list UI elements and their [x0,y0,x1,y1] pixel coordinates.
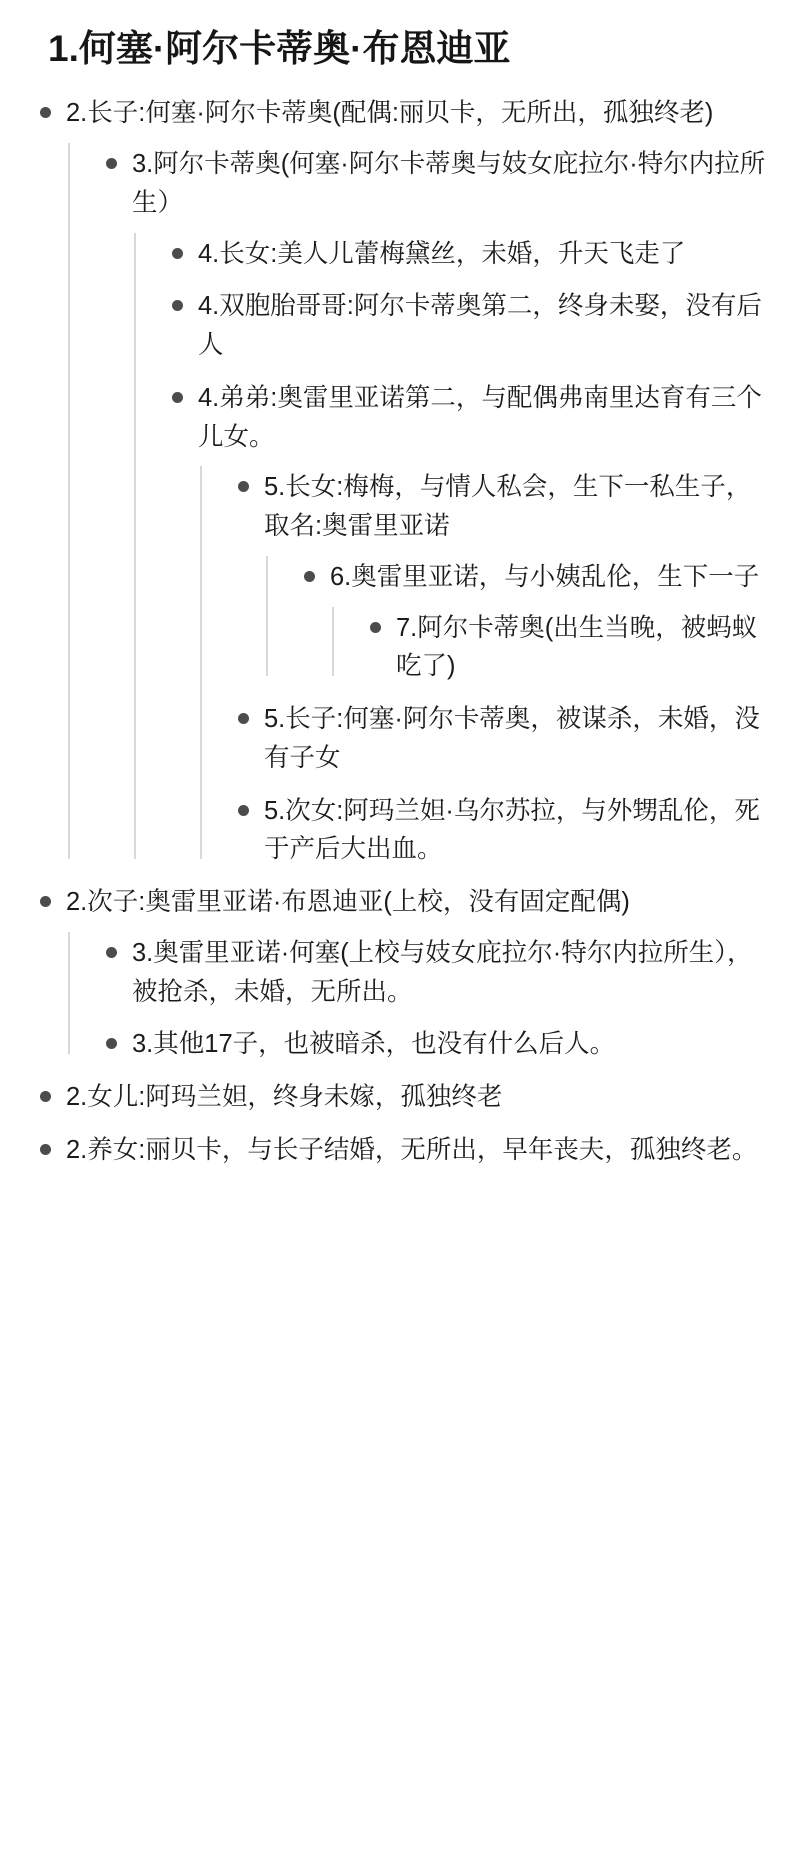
outline-item-label: 2.次子:奥雷里亚诺·布恩迪亚(上校，没有固定配偶) [66,888,630,916]
outline-children [66,934,774,1064]
outline-item [26,94,774,869]
outline-item-label: 7.阿尔卡蒂奥(出生当晚，被蚂蚁吃了) [396,613,758,681]
outline-item [92,934,774,1012]
outline-item [26,1131,774,1170]
outline-item-label: 5.长女:梅梅，与情人私会，生下一私生子，取名:奥雷里亚诺 [264,473,752,540]
outline-item-label: 4.双胞胎哥哥:阿尔卡蒂奥第二，终身未娶，没有后人 [198,292,762,359]
bullet-icon [238,805,249,816]
page-title: 1.何塞·阿尔卡蒂奥·布恩迪亚 [48,28,511,69]
bullet-icon [40,896,51,907]
bullet-icon [106,158,117,169]
outline-item [290,558,774,686]
outline-item-label: 2.长子:何塞·阿尔卡蒂奥(配偶:丽贝卡，无所出，孤独终老) [66,99,714,128]
outline-item [356,609,774,687]
outline-item [224,792,774,870]
outline-item-label: 2.养女:丽贝卡，与长子结婚，无所出，早年丧夫，孤独终老。 [66,1135,758,1164]
outline-item-label: 3.奥雷里亚诺·何塞(上校与妓女庇拉尔·特尔内拉所生），被抢杀，未婚，无所出。 [132,938,753,1006]
bullet-icon [40,1091,51,1102]
outline-item [26,1078,774,1117]
outline-item [92,145,774,869]
outline-item-label: 2.女儿:阿玛兰妲，终身未嫁，孤独终老 [66,1083,503,1111]
bullet-icon [40,107,51,118]
bullet-icon [370,622,381,633]
outline-item [158,235,774,274]
outline-item [158,287,774,365]
bullet-icon [40,1144,51,1155]
bullet-icon [172,392,183,403]
outline-item-label: 5.长子:何塞·阿尔卡蒂奥，被谋杀，未婚，没有子女 [264,705,760,772]
outline-item-label: 4.弟弟:奥雷里亚诺第二，与配偶弗南里达育有三个儿女。 [198,383,762,451]
genealogy-outline [26,94,774,1169]
bullet-icon [172,248,183,259]
bullet-icon [106,1038,117,1049]
outline-item [158,379,774,869]
bullet-icon [304,571,315,582]
outline-children [330,609,774,687]
outline-item-label: 4.长女:美人儿蕾梅黛丝，未婚，升天飞走了 [198,239,686,268]
outline-item [224,468,774,686]
bullet-icon [172,300,183,311]
outline-item-label: 3.其他17子，也被暗杀，也没有什么后人。 [132,1030,616,1059]
outline-item [224,700,774,778]
outline-children [66,145,774,869]
outline-children [132,235,774,870]
outline-item-label: 3.阿尔卡蒂奥(何塞·阿尔卡蒂奥与妓女庇拉尔·特尔内拉所生） [132,150,766,217]
bullet-icon [238,481,249,492]
outline-item [26,883,774,1064]
outline-children [198,468,774,869]
outline-item-label: 6.奥雷里亚诺，与小姨乱伦，生下一子 [330,562,760,591]
bullet-icon [106,947,117,958]
bullet-icon [238,713,249,724]
outline-item [92,1025,774,1064]
outline-item-label: 5.次女:阿玛兰妲·乌尔苏拉，与外甥乱伦，死于产后大出血。 [264,796,760,864]
outline-children [264,558,774,686]
